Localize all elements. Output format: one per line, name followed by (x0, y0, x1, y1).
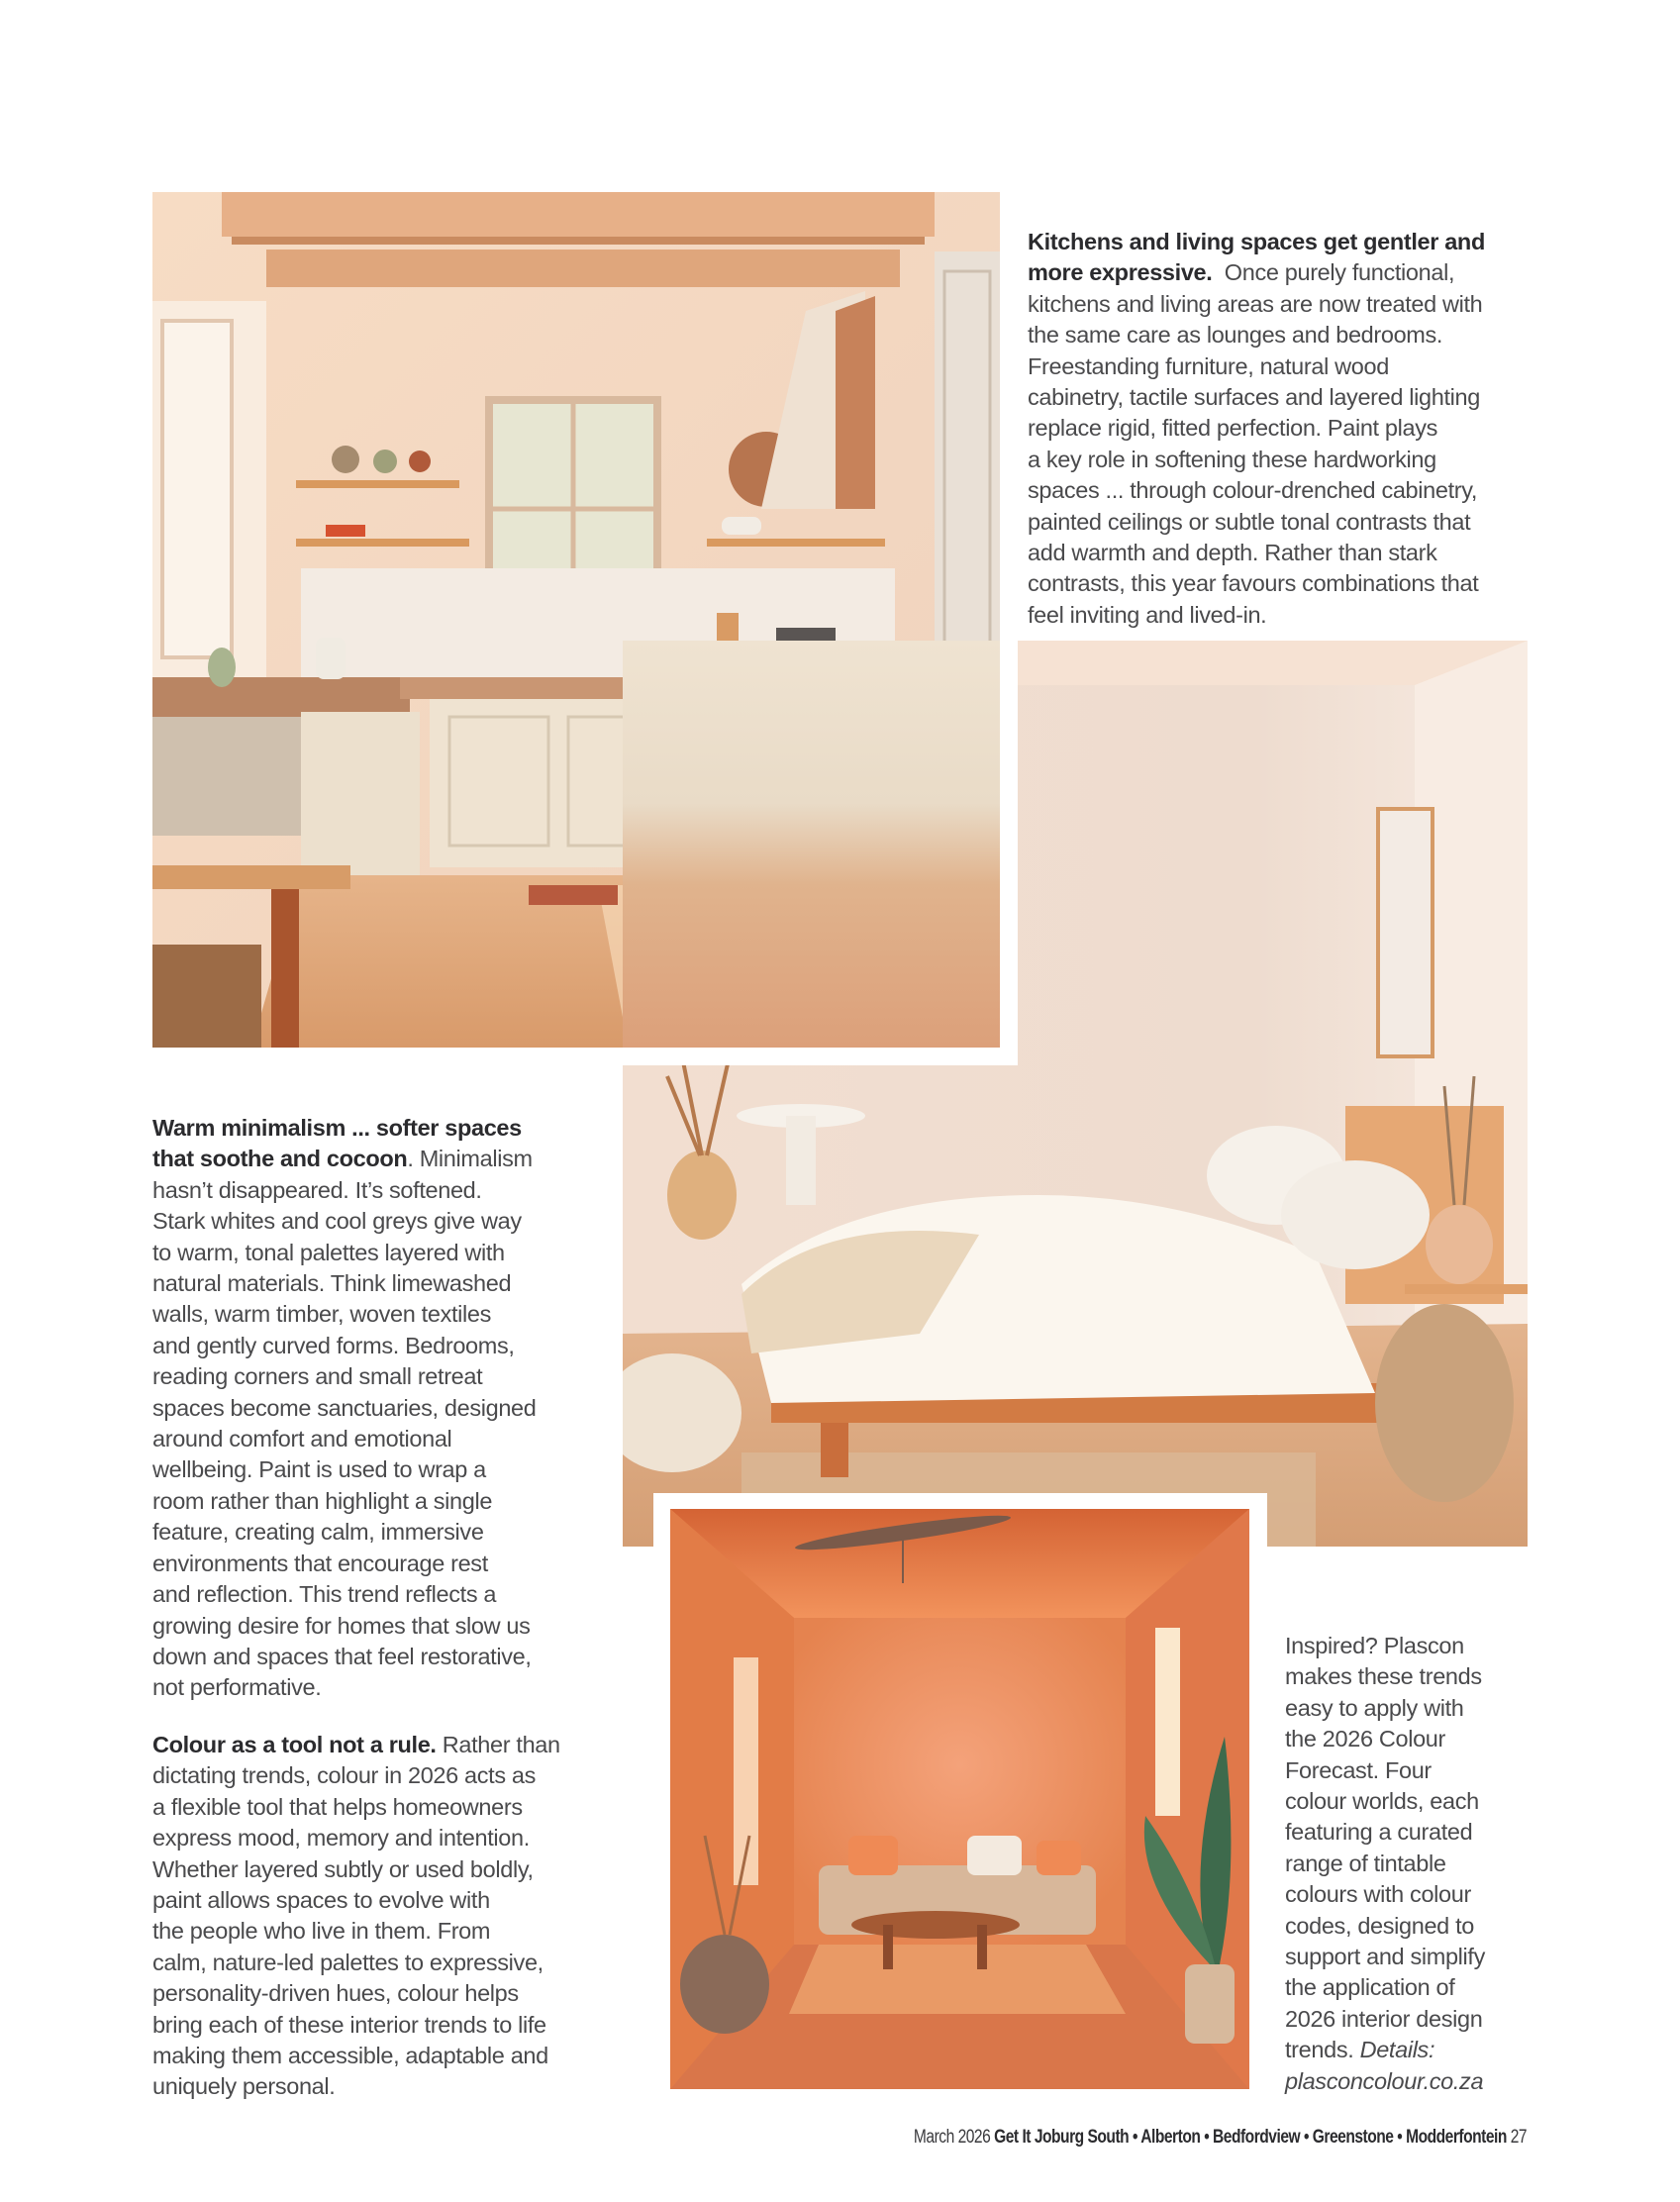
text-line: colours with colour (1285, 1881, 1471, 1908)
text-line: the people who live in them. From (152, 1918, 491, 1945)
text-line: reading corners and small retreat (152, 1363, 483, 1390)
text-line: kitchens and living areas are now treated with (1028, 290, 1483, 317)
text-line: express mood, memory and intention. (152, 1825, 530, 1852)
text-line: growing desire for homes that slow us (152, 1612, 531, 1639)
text-line: not performative. (152, 1674, 322, 1701)
text-line: dictating trends, colour in 2026 acts as (152, 1762, 537, 1789)
orange-living-room-photo (670, 1509, 1249, 2089)
warm-minimalism-section (152, 1113, 608, 1704)
kitchens-section (1028, 227, 1532, 631)
footer-publication: Get It Joburg South (994, 2127, 1130, 2148)
text-line: and gently curved forms. Bedrooms, (152, 1332, 515, 1358)
text-line: Inspired? Plascon (1285, 1633, 1464, 1658)
plascon-section (1285, 1631, 1532, 2097)
footer-area: Greenstone (1312, 2127, 1394, 2148)
text-line: Kitchens and living spaces get gentler and (1028, 229, 1485, 254)
text-line: add warmth and depth. Rather than stark (1028, 540, 1437, 566)
text-line: environments that encourage rest (152, 1550, 488, 1576)
text-line: contrasts, this year favours combinations that (1028, 570, 1479, 597)
page-number: 27 (1510, 2127, 1527, 2148)
text-line: uniquely personal. (152, 2073, 336, 2100)
separator: • (1397, 2127, 1403, 2148)
text-line: featuring a curated (1285, 1819, 1473, 1846)
text-line: the application of (1285, 1974, 1455, 2001)
text-line: bring each of these interior trends to life (152, 2011, 546, 2038)
text-line: that soothe and cocoon. Minimalism (152, 1146, 533, 1172)
text-line: feel inviting and lived-in. (1028, 601, 1267, 628)
text-line: easy to apply with (1285, 1694, 1464, 1721)
footer-area: Alberton (1140, 2127, 1201, 2148)
text-line: Stark whites and cool greys give way (152, 1208, 522, 1235)
text-line: to warm, tonal palettes layered with (152, 1239, 505, 1265)
separator: • (1132, 2127, 1137, 2148)
text-line: spaces become sanctuaries, designed (152, 1394, 537, 1421)
text-line: range of tintable (1285, 1850, 1446, 1876)
text-line: paint allows spaces to evolve with (152, 1887, 490, 1914)
orange-room-illustration (670, 1509, 1249, 2089)
text-line: the same care as lounges and bedrooms. (1028, 322, 1443, 349)
text-line: natural materials. Think limewashed (152, 1270, 512, 1297)
text-line: a key role in softening these hardworking (1028, 446, 1436, 472)
text-line: Colour as a tool not a rule. Rather than (152, 1732, 560, 1757)
text-line: painted ceilings or subtle tonal contrasts that (1028, 508, 1471, 535)
layout-white-gap-kitchen-bottom (623, 1048, 1018, 1065)
text-line: and reflection. This trend reflects a (152, 1581, 497, 1608)
separator: • (1204, 2127, 1210, 2148)
text-line: 2026 interior design (1285, 2005, 1483, 2032)
text-line: Whether layered subtly or used boldly, (152, 1855, 534, 1882)
website-link[interactable]: plasconcolour.co.za (1285, 2067, 1484, 2094)
text-line: calm, nature-led palettes to expressive, (152, 1949, 544, 1975)
text-line: wellbeing. Paint is used to wrap a (152, 1456, 486, 1483)
text-line: personality-driven hues, colour helps (152, 1980, 519, 2007)
text-line: cabinetry, tactile surfaces and layered lighting (1028, 384, 1480, 411)
text-line: colour worlds, each (1285, 1788, 1479, 1815)
text-line: around comfort and emotional (152, 1426, 452, 1452)
text-line: codes, designed to (1285, 1912, 1474, 1939)
footer-area: Bedfordview (1212, 2127, 1301, 2148)
text-line: the 2026 Colour (1285, 1726, 1445, 1752)
text-line: more expressive. Once purely functional, (1028, 259, 1455, 286)
text-line: Forecast. Four (1285, 1756, 1432, 1783)
footer-area: Modderfontein (1406, 2127, 1507, 2148)
colour-tool-section (152, 1730, 618, 2103)
text-line: makes these trends (1285, 1663, 1482, 1690)
page-footer (914, 2127, 1527, 2149)
text-line: down and spaces that feel restorative, (152, 1643, 532, 1669)
text-line: replace rigid, fitted perfection. Paint plays (1028, 415, 1438, 442)
layout-white-gap-kitchen-right (1000, 192, 1018, 1065)
text-line: walls, warm timber, woven textiles (152, 1301, 492, 1328)
footer-date: March 2026 (913, 2127, 991, 2148)
text-line: room rather than highlight a single (152, 1487, 493, 1514)
text-line: making them accessible, adaptable and (152, 2043, 548, 2069)
separator: • (1303, 2127, 1309, 2148)
text-line: spaces ... through colour-drenched cabinetry, (1028, 477, 1478, 504)
text-line: trends. Details: (1285, 2037, 1435, 2063)
text-line: a flexible tool that helps homeowners (152, 1793, 523, 1820)
text-line: Warm minimalism ... softer spaces (152, 1115, 522, 1141)
text-line: hasn’t disappeared. It’s softened. (152, 1176, 482, 1203)
text-line: feature, creating calm, immersive (152, 1519, 484, 1546)
kitchen-photo-overlap (623, 641, 1000, 1048)
text-line: Freestanding furniture, natural wood (1028, 352, 1389, 379)
text-line: support and simplify (1285, 1944, 1485, 1970)
